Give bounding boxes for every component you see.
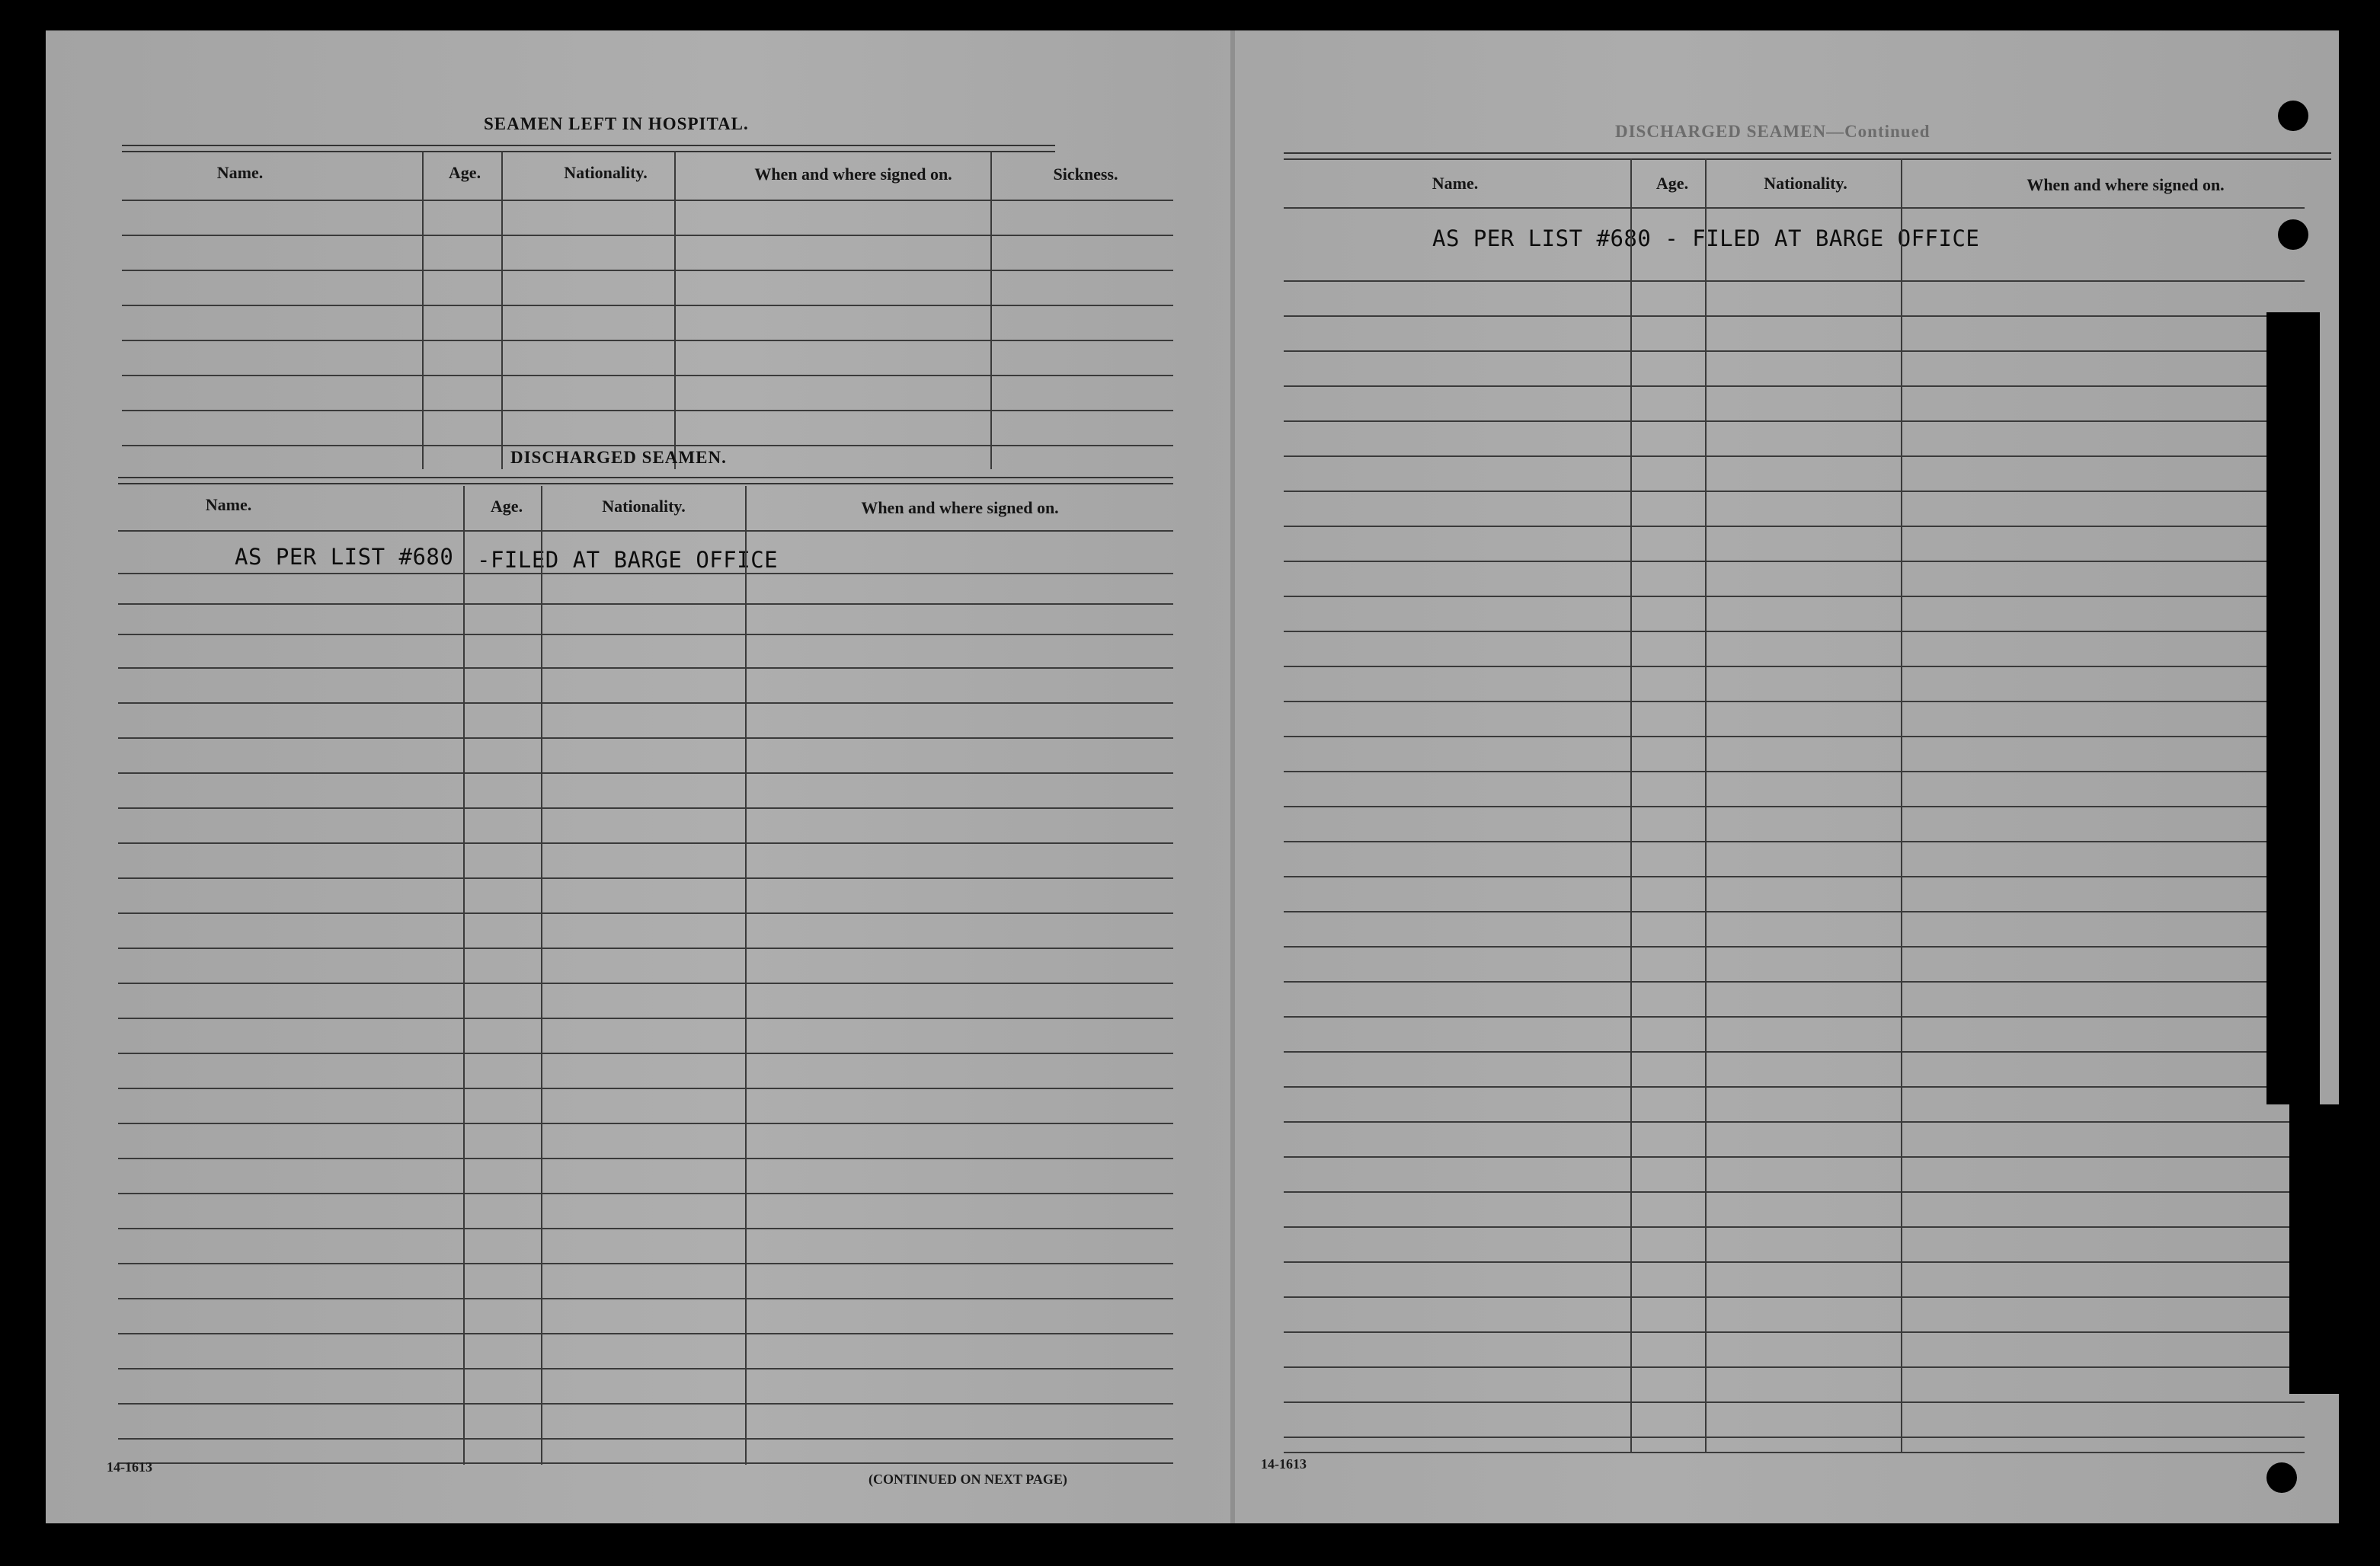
right-row-line (1284, 736, 2305, 737)
discharged-section-title: DISCHARGED SEAMEN. (510, 448, 727, 467)
hospital-vrule-3 (674, 151, 676, 469)
discharged-row-line (118, 530, 1173, 532)
discharged-col-signed-on: When and where signed on. (861, 498, 1059, 517)
hospital-header-rule (122, 145, 1055, 152)
right-row-line (1284, 1437, 2305, 1438)
right-col-signed-on: When and where signed on. (2027, 175, 2225, 194)
punch-hole (2278, 101, 2308, 131)
right-row-line (1284, 1086, 2305, 1088)
right-row-line (1284, 526, 2305, 527)
discharged-vrule-1 (463, 486, 465, 1465)
right-row-line (1284, 1156, 2305, 1158)
discharged-row-line (118, 1123, 1173, 1124)
right-col-age: Age. (1655, 174, 1689, 193)
right-row-line (1284, 207, 2305, 209)
right-header-rule (1284, 152, 2331, 160)
hospital-row-line (122, 305, 1173, 306)
discharged-row-line (118, 807, 1173, 809)
discharged-note-list: AS PER LIST #680 (235, 544, 454, 570)
hospital-row-line (122, 375, 1173, 376)
right-row-line (1284, 631, 2305, 632)
hospital-section-title: SEAMEN LEFT IN HOSPITAL. (484, 114, 749, 133)
discharged-row-line (118, 1228, 1173, 1229)
discharged-row-line (118, 737, 1173, 739)
discharged-row-line (118, 1438, 1173, 1440)
discharged-row-line (118, 573, 1173, 574)
discharged-row-line (118, 1018, 1173, 1019)
hospital-vrule-2 (501, 151, 503, 469)
right-row-line (1284, 771, 2305, 772)
right-row-line (1284, 841, 2305, 842)
discharged-row-line (118, 912, 1173, 914)
document-sheet (46, 30, 2339, 1523)
discharged-row-line (118, 1298, 1173, 1299)
hospital-col-nationality: Nationality. (564, 163, 648, 182)
right-row-line (1284, 491, 2305, 492)
right-col-nationality: Nationality. (1764, 174, 1847, 193)
hospital-col-name: Name. (216, 163, 264, 182)
punch-hole (2278, 219, 2308, 250)
right-row-line (1284, 911, 2305, 912)
discharged-row-line (118, 667, 1173, 669)
torn-edge (2289, 1104, 2343, 1394)
discharged-row-line (118, 1333, 1173, 1334)
discharged-row-line (118, 772, 1173, 774)
discharged-note-filed: -FILED AT BARGE OFFICE (477, 547, 779, 573)
hospital-row-line (122, 270, 1173, 271)
discharged-col-age: Age. (490, 497, 523, 516)
right-bottom-rule (1284, 1452, 2305, 1453)
hospital-col-signed-on: When and where signed on. (754, 165, 952, 184)
discharged-row-line (118, 1053, 1173, 1054)
right-row-line (1284, 315, 2305, 317)
discharged-row-line (118, 1368, 1173, 1369)
hospital-row-line (122, 200, 1173, 201)
discharged-bottom-rule (118, 1462, 1173, 1464)
discharged-row-line (118, 983, 1173, 984)
right-note: AS PER LIST #680 - FILED AT BARGE OFFICE (1432, 225, 1980, 251)
page-fold (1230, 30, 1235, 1523)
right-row-line (1284, 420, 2305, 422)
hospital-row-line (122, 445, 1173, 446)
right-row-line (1284, 1296, 2305, 1298)
right-row-line (1284, 455, 2305, 457)
hospital-vrule-1 (422, 151, 424, 469)
torn-edge (2266, 312, 2320, 1104)
right-row-line (1284, 701, 2305, 702)
discharged-row-line (118, 877, 1173, 879)
discharged-row-line (118, 634, 1173, 635)
right-row-line (1284, 876, 2305, 877)
right-col-name: Name. (1432, 174, 1479, 193)
right-row-line (1284, 1191, 2305, 1193)
right-row-line (1284, 350, 2305, 352)
right-row-line (1284, 666, 2305, 667)
discharged-row-line (118, 603, 1173, 605)
discharged-col-nationality: Nationality. (602, 497, 686, 516)
right-row-line (1284, 1401, 2305, 1403)
hospital-row-line (122, 410, 1173, 411)
right-row-line (1284, 1121, 2305, 1123)
hospital-vrule-4 (990, 151, 992, 469)
discharged-row-line (118, 948, 1173, 949)
right-row-line (1284, 1016, 2305, 1018)
right-row-line (1284, 280, 2305, 282)
discharged-row-line (118, 1088, 1173, 1089)
discharged-row-line (118, 1263, 1173, 1264)
discharged-row-line (118, 1158, 1173, 1159)
punch-hole (2266, 1462, 2297, 1493)
hospital-row-line (122, 340, 1173, 341)
right-row-line (1284, 1261, 2305, 1263)
right-row-line (1284, 946, 2305, 948)
right-row-line (1284, 561, 2305, 562)
hospital-col-sickness: Sickness. (1053, 165, 1118, 184)
right-row-line (1284, 981, 2305, 983)
discharged-header-rule (118, 477, 1173, 484)
left-form-number: 14-1613 (107, 1459, 152, 1475)
discharged-col-name: Name. (205, 495, 252, 514)
discharged-vrule-2 (541, 486, 542, 1465)
right-row-line (1284, 1366, 2305, 1368)
right-row-line (1284, 596, 2305, 597)
discharged-row-line (118, 1403, 1173, 1405)
discharged-vrule-3 (745, 486, 747, 1465)
hospital-col-age: Age. (448, 163, 481, 182)
right-row-line (1284, 1331, 2305, 1333)
right-row-line (1284, 806, 2305, 807)
hospital-row-line (122, 235, 1173, 236)
discharged-row-line (118, 702, 1173, 704)
discharged-row-line (118, 1193, 1173, 1194)
right-row-line (1284, 1226, 2305, 1228)
right-row-line (1284, 385, 2305, 387)
discharged-row-line (118, 842, 1173, 844)
right-form-number: 14-1613 (1261, 1456, 1307, 1472)
continued-note: (CONTINUED ON NEXT PAGE) (869, 1472, 1067, 1487)
right-row-line (1284, 1051, 2305, 1053)
right-section-title: DISCHARGED SEAMEN—Continued (1615, 122, 1931, 141)
